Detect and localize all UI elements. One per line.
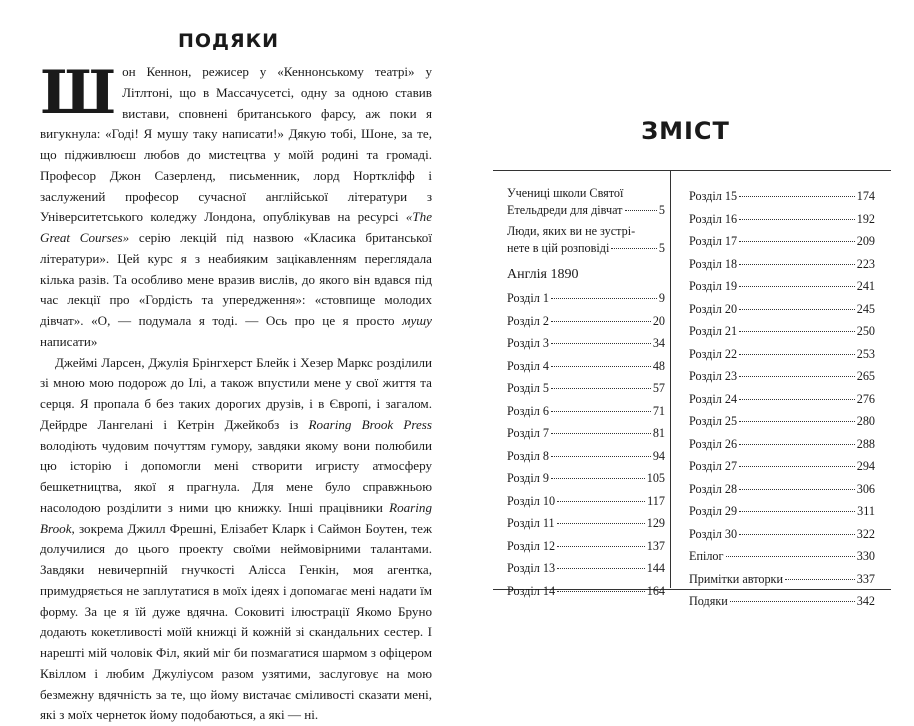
toc-entry-page: 5 [659,240,665,257]
toc-entry-page: 276 [857,388,875,411]
toc-entry-page: 288 [857,433,875,456]
toc-entry[interactable] [507,355,665,378]
toc-entry[interactable] [689,568,875,591]
toc-leader [739,489,855,490]
toc-leader [551,343,651,344]
toc-entry-title: Розділ 23 [689,365,737,388]
toc-entry-page: 81 [653,422,665,445]
toc-entry-page: 330 [857,545,875,568]
toc-entry[interactable] [689,500,875,523]
toc-entry[interactable] [507,287,665,310]
toc-entry-title: Розділ 15 [689,185,737,208]
toc-leader [557,591,645,592]
acknowledgements-title: ПОДЯКИ [0,30,457,52]
toc-entry-title: Розділ 8 [507,445,549,468]
contents-column-left [507,185,665,602]
toc-entry-page: 20 [653,310,665,333]
toc-leader [739,511,855,512]
toc-leader [739,241,855,242]
toc-entry-page: 129 [647,512,665,535]
toc-entry[interactable] [507,445,665,468]
p2-text-3: , зокрема Джилл Фрешні, Елізабет Кларк і Саймон Боутен, теж долучилися до цього проекту своїми неймовірними талантами. Завдяки невичерпній гнучкості Алісса Генкін, моя агентка, примудряється не заплутатися в моїх ідеях і допомагає мені надати їм форму. За це я їй дуже вдячна. Соковиті ілюстрації Якомо Бруно додають кокетливості моїй книжці й кожній зі скандальних сестер. І нарешті мій чоловік Філ, який міг би позмагатися шармом з офіцером Квіллом і любим Джулiусом разом узятими, заслуговує на мою безмежну вдячність за те, що йому вистачає сміливості сказати мені, які з моїх чернеток йому подобаються, а які — ні. [40,521,432,723]
toc-entry[interactable] [507,332,665,355]
toc-leader [726,556,855,557]
toc-entry[interactable] [507,400,665,423]
toc-leader [557,501,645,502]
toc-entry[interactable] [689,320,875,343]
toc-entry-page: 294 [857,455,875,478]
toc-entry-title: Розділ 13 [507,557,555,580]
toc-entry-page: 48 [653,355,665,378]
toc-entry[interactable] [689,590,875,613]
toc-entry-page: 137 [647,535,665,558]
toc-entry-page: 241 [857,275,875,298]
toc-entry-page: 280 [857,410,875,433]
toc-leader [739,219,855,220]
toc-entry-title: Розділ 14 [507,580,555,603]
toc-entry[interactable] [689,523,875,546]
p2-text: Джеймі Ларсен, Джулія Брінгхерст Блейк і Хезер Маркс розділили зі мною мою подорож до Ілі, а також впустили мене у свої життя та серця. Я пропала б без таких дорогих друзів, і в Європі, і загалом. Дейрдре Лангелані і Кетрін Джейкобз із [40,355,432,432]
toc-leader [739,466,855,467]
toc-entry-title: Розділ 10 [507,490,555,513]
toc-list-right [689,185,875,613]
toc-entry-page: 250 [857,320,875,343]
toc-entry-title: Розділ 11 [507,512,555,535]
toc-entry[interactable] [507,580,665,603]
toc-leader [739,286,855,287]
toc-entry-page: 223 [857,253,875,276]
toc-entry[interactable] [507,467,665,490]
toc-entry-page: 337 [857,568,875,591]
toc-entry-title: Розділ 6 [507,400,549,423]
toc-entry-title: Розділ 24 [689,388,737,411]
toc-entry[interactable] [507,310,665,333]
contents-title: ЗМІСТ [457,117,914,145]
toc-entry-page: 322 [857,523,875,546]
toc-entry-title: Етельдреди для дівчат [507,202,623,219]
toc-entry-title: Розділ 30 [689,523,737,546]
toc-entry-title: Примітки авторки [689,568,783,591]
toc-entry-title: Розділ 29 [689,500,737,523]
toc-entry-page: 57 [653,377,665,400]
toc-leader [730,601,855,602]
toc-entry-page: 311 [857,500,875,523]
toc-entry[interactable] [689,455,875,478]
toc-entry[interactable] [689,208,875,231]
acknowledgements-page [0,0,457,679]
p1-text-2: серію лекцій під назвою «Класика британської літератури». Цей курс я з неабияким зацікавленням переглядала кілька разів. Та особливо мене вразив вислів, до якого він вдався під час лекції про «Гордість та упередження»: «стовпище молодих дівчат». «О, — подумала я тоді. — Ось про це я просто [40,230,432,328]
p2-italic: Roaring Brook Press [309,417,432,432]
toc-leader [557,546,645,547]
toc-entry-page: 174 [857,185,875,208]
toc-entry-title: Розділ 12 [507,535,555,558]
toc-entry-title: Розділ 2 [507,310,549,333]
toc-entry-title: Епілог [689,545,724,568]
toc-section-heading: Англія 1890 [507,263,665,287]
toc-entry-page: 105 [647,467,665,490]
toc-entry[interactable] [507,185,665,219]
toc-entry[interactable] [689,275,875,298]
toc-leader [785,579,855,580]
toc-entry-page: 342 [857,590,875,613]
toc-entry[interactable] [507,512,665,535]
toc-entry[interactable] [689,478,875,501]
toc-entry[interactable] [689,298,875,321]
toc-entry-page: 9 [659,287,665,310]
p1-italic: «The Great Courses» [40,209,432,245]
toc-leader [739,264,855,265]
toc-leader [551,433,651,434]
toc-entry[interactable] [507,535,665,558]
toc-entry-title: Розділ 21 [689,320,737,343]
toc-leader [739,196,855,197]
toc-entry[interactable] [689,185,875,208]
toc-entry[interactable] [689,545,875,568]
toc-entry[interactable] [507,422,665,445]
toc-entry[interactable] [689,365,875,388]
toc-entry-title: нете в цій розповіді [507,240,609,257]
toc-leader [551,478,645,479]
p1-text-3: написати» [40,334,97,349]
toc-entry-title: Розділ 17 [689,230,737,253]
contents-column-right [689,185,875,613]
toc-entry-title: Розділ 19 [689,275,737,298]
toc-entry-page: 253 [857,343,875,366]
toc-leader [739,444,855,445]
paragraph-2 [40,353,432,726]
toc-entry-title: Розділ 18 [689,253,737,276]
toc-entry-page: 306 [857,478,875,501]
toc-entry[interactable] [689,253,875,276]
toc-leader [551,411,651,412]
toc-leader [551,456,651,457]
p2-italic-2: Roaring Brook [40,500,432,536]
toc-leader [551,366,651,367]
toc-entry-title: Розділ 16 [689,208,737,231]
toc-entry[interactable] [507,377,665,400]
toc-leader [557,523,645,524]
toc-entry-page: 94 [653,445,665,468]
toc-entry-title: Розділ 22 [689,343,737,366]
toc-entry-page: 71 [653,400,665,423]
toc-entry-page: 245 [857,298,875,321]
toc-entry-title: Люди, яких ви не зустрі- [507,223,635,240]
toc-leader [557,568,645,569]
drop-cap: Ш [40,64,116,124]
toc-entry-title: Розділ 27 [689,455,737,478]
toc-leader [551,388,651,389]
toc-entry-page: 209 [857,230,875,253]
toc-entry[interactable] [689,343,875,366]
toc-entry-page: 5 [659,202,665,219]
toc-entry[interactable] [689,230,875,253]
toc-entry-page: 265 [857,365,875,388]
toc-entry-page: 144 [647,557,665,580]
toc-leader [739,309,855,310]
toc-entry[interactable] [689,433,875,456]
toc-leader [739,421,855,422]
toc-entry-title: Розділ 9 [507,467,549,490]
toc-leader [551,298,657,299]
toc-entry[interactable] [507,557,665,580]
contents-divider [670,170,671,588]
toc-entry-page: 117 [647,490,665,513]
toc-leader [739,331,855,332]
toc-leader [739,376,855,377]
toc-entry-title: Розділ 7 [507,422,549,445]
toc-entry[interactable] [507,490,665,513]
toc-entry-title: Розділ 5 [507,377,549,400]
toc-entry-title: Розділ 28 [689,478,737,501]
toc-leader [739,399,855,400]
toc-entry-title: Розділ 4 [507,355,549,378]
toc-entry[interactable] [689,388,875,411]
toc-entry-title: Учениці школи Святої [507,185,623,202]
toc-entry-title: Подяки [689,590,728,613]
toc-entry-page: 34 [653,332,665,355]
toc-list-left [507,287,665,602]
toc-entry-page: 192 [857,208,875,231]
contents-page [457,0,914,679]
toc-entry-title: Розділ 25 [689,410,737,433]
p1-italic-2: мушу [402,313,432,328]
p1-text: он Кеннон, режисер у «Кеннонському театрі» у Літлтоні, що в Массачусетсі, одну за одною ставив вистави, сповнені британського фарсу, аж поки я вигукнула: «Годі! Я мушу таку написати!» Дякую тобі, Шоне, за те, що підживлюєш любов до мистецтва у моїй родині та громаді. Професор Джон Сазерленд, письменник, лорд Нортклiфф і заслужений професор сучасної англійської літератури з Університетського коледжу Лондона, опублікував на ресурсі [40,64,432,224]
toc-entry-page: 164 [647,580,665,603]
toc-entry-title: Розділ 26 [689,433,737,456]
toc-leader [739,534,855,535]
toc-entry-title: Розділ 1 [507,287,549,310]
toc-entry[interactable] [689,410,875,433]
toc-entry-title: Розділ 3 [507,332,549,355]
toc-entry[interactable] [507,223,665,257]
acknowledgements-body [40,62,432,726]
p2-text-2: володіють чудовим почуттям гумору, завдяки якому вони полюбили цю історію і допомогли мені створити игристу атмосферу бешкетництва, якої я прагнула. Для мене було справжньою насолодою розділити з ними цю книжку. Інші працівники [40,438,432,515]
toc-entry-title: Розділ 20 [689,298,737,321]
toc-leader [551,321,651,322]
paragraph-1 [40,62,432,353]
toc-leader [739,354,855,355]
